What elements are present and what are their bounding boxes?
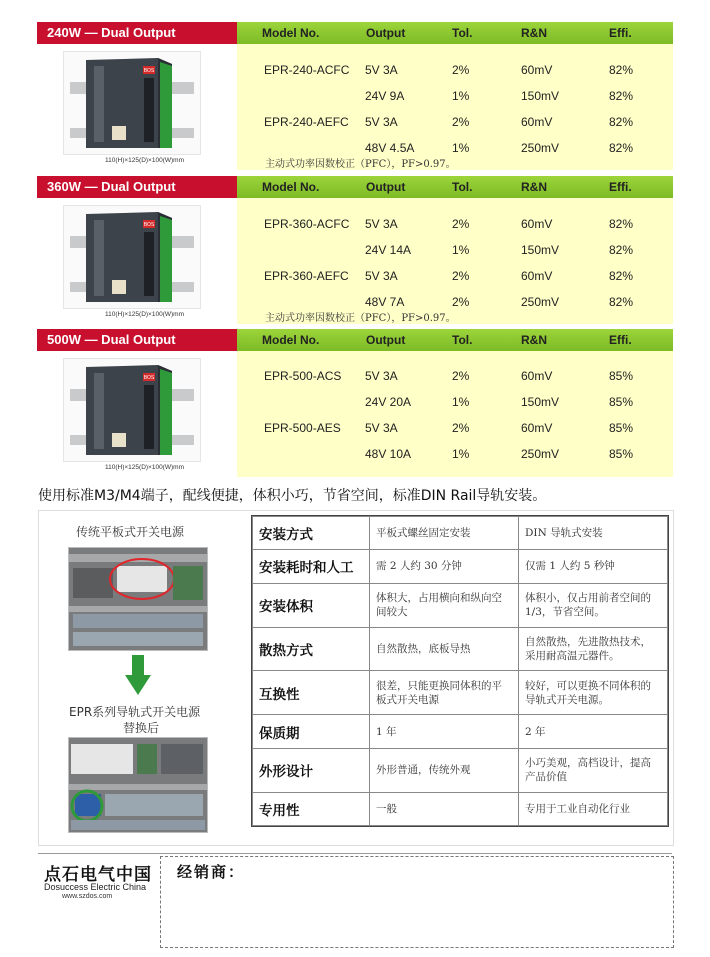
- output-cell: 24V 14A: [365, 243, 412, 257]
- model-cell: EPR-240-AEFC: [264, 115, 349, 129]
- product-image: [63, 358, 201, 462]
- model-cell: EPR-500-ACS: [264, 369, 342, 383]
- comparison-table: [251, 515, 669, 827]
- rn-cell: 250mV: [521, 295, 560, 309]
- epr-value: DIN 导轨式安装: [519, 517, 668, 550]
- epr-value: 较好，可以更换不同体积的导轨式开关电源。: [519, 671, 668, 715]
- effi-cell: 82%: [609, 115, 634, 129]
- traditional-value: 很差，只能更换同体积的平板式开关电源: [370, 671, 519, 715]
- effi-cell: 82%: [609, 63, 634, 77]
- down-arrow-icon: [125, 655, 151, 695]
- column-headers: [237, 22, 673, 44]
- table-row: [253, 627, 668, 671]
- output-cell: 5V 3A: [365, 369, 398, 383]
- tol-cell: 2%: [452, 369, 470, 383]
- table-row: [253, 550, 668, 583]
- effi-cell: 82%: [609, 243, 634, 257]
- col-tol: Tol.: [452, 180, 473, 194]
- footer-divider: [38, 853, 672, 854]
- col-model: Model No.: [262, 26, 320, 40]
- output-cell: 5V 3A: [365, 63, 398, 77]
- svg-text:BOS: BOS: [143, 222, 155, 228]
- col-effi: Effi.: [609, 333, 632, 347]
- svg-text:BOS: BOS: [143, 68, 155, 74]
- product-image: [63, 51, 201, 155]
- epr-value: 2 年: [519, 715, 668, 748]
- epr-value: 自然散热，先进散热技术，采用耐高温元器件。: [519, 627, 668, 671]
- output-cell: 5V 3A: [365, 217, 398, 231]
- tol-cell: 2%: [452, 269, 470, 283]
- rn-cell: 150mV: [521, 89, 560, 103]
- column-headers: [237, 176, 673, 198]
- traditional-value: 1 年: [370, 715, 519, 748]
- model-cell: EPR-360-AEFC: [264, 269, 349, 283]
- tol-cell: 2%: [452, 295, 470, 309]
- col-effi: Effi.: [609, 26, 632, 40]
- rn-cell: 60mV: [521, 115, 553, 129]
- epr-value: 专用于工业自动化行业: [519, 792, 668, 825]
- company-url[interactable]: www.szdos.com: [62, 893, 113, 900]
- spec-section-360w: [37, 176, 673, 324]
- svg-text:BOS: BOS: [143, 375, 155, 381]
- row-key: 外形设计: [253, 748, 370, 792]
- row-key: 安装耗时和人工: [253, 550, 370, 583]
- col-tol: Tol.: [452, 333, 473, 347]
- effi-cell: 82%: [609, 89, 634, 103]
- comparison-panel: [38, 510, 674, 846]
- section-title: 500W — Dual Output: [37, 329, 237, 351]
- col-output: Output: [366, 26, 406, 40]
- usage-note: 使用标准M3/M4端子，配线便捷，体积小巧，节省空间，标准DIN Rail导轨安装。: [38, 488, 547, 504]
- row-key: 散热方式: [253, 627, 370, 671]
- row-key: 专用性: [253, 792, 370, 825]
- output-cell: 48V 10A: [365, 447, 412, 461]
- col-rn: R&N: [521, 333, 547, 347]
- caption-traditional: 传统平板式开关电源: [76, 525, 185, 539]
- traditional-value: 一般: [370, 792, 519, 825]
- rn-cell: 60mV: [521, 63, 553, 77]
- dealer-label: 经销商：: [177, 863, 246, 881]
- epr-value: 仅需 1 人约 5 秒钟: [519, 550, 668, 583]
- effi-cell: 82%: [609, 141, 634, 155]
- effi-cell: 85%: [609, 395, 634, 409]
- product-image: [63, 205, 201, 309]
- tol-cell: 1%: [452, 89, 470, 103]
- output-cell: 24V 9A: [365, 89, 405, 103]
- epr-value: 小巧美观，高档设计，提高产品价值: [519, 748, 668, 792]
- pfc-note: 主动式功率因数校正（PFC），PF>0.97。: [265, 159, 456, 170]
- traditional-value: 外形普通，传统外观: [370, 748, 519, 792]
- output-cell: 5V 3A: [365, 269, 398, 283]
- table-row: [253, 583, 668, 627]
- photo-epr-panel: [68, 737, 208, 833]
- pfc-note: 主动式功率因数校正（PFC），PF>0.97。: [265, 313, 456, 324]
- table-row: [253, 748, 668, 792]
- output-cell: 5V 3A: [365, 115, 398, 129]
- effi-cell: 82%: [609, 217, 634, 231]
- col-tol: Tol.: [452, 26, 473, 40]
- output-cell: 48V 7A: [365, 295, 405, 309]
- traditional-value: 体积大，占用横向和纵向空间较大: [370, 583, 519, 627]
- tol-cell: 1%: [452, 447, 470, 461]
- section-header: [37, 176, 673, 198]
- table-row: [253, 792, 668, 825]
- col-rn: R&N: [521, 26, 547, 40]
- effi-cell: 82%: [609, 295, 634, 309]
- section-header: [37, 329, 673, 351]
- traditional-value: 自然散热，底板导热: [370, 627, 519, 671]
- company-logo: 点石电气中国: [44, 865, 152, 884]
- rn-cell: 250mV: [521, 447, 560, 461]
- row-key: 互换性: [253, 671, 370, 715]
- col-effi: Effi.: [609, 180, 632, 194]
- rn-cell: 250mV: [521, 141, 560, 155]
- table-row: [253, 517, 668, 550]
- rn-cell: 150mV: [521, 395, 560, 409]
- effi-cell: 85%: [609, 447, 634, 461]
- effi-cell: 82%: [609, 269, 634, 283]
- col-model: Model No.: [262, 333, 320, 347]
- rn-cell: 60mV: [521, 421, 553, 435]
- output-cell: 48V 4.5A: [365, 141, 415, 155]
- dealer-box: [160, 856, 674, 948]
- spec-section-240w: [37, 22, 673, 170]
- rn-cell: 60mV: [521, 369, 553, 383]
- caption-epr-series: EPR系列导轨式开关电源: [69, 705, 201, 719]
- effi-cell: 85%: [609, 369, 634, 383]
- col-output: Output: [366, 333, 406, 347]
- row-key: 安装方式: [253, 517, 370, 550]
- photo-traditional-panel: [68, 547, 208, 651]
- traditional-value: 平板式螺丝固定安装: [370, 517, 519, 550]
- model-cell: EPR-360-ACFC: [264, 217, 350, 231]
- tol-cell: 2%: [452, 63, 470, 77]
- product-dimensions: 110(H)×125(D)×100(W)mm: [105, 157, 184, 164]
- epr-value: 体积小，仅占用前者空间的 1/3，节省空间。: [519, 583, 668, 627]
- model-cell: EPR-240-ACFC: [264, 63, 350, 77]
- row-key: 保质期: [253, 715, 370, 748]
- tol-cell: 1%: [452, 243, 470, 257]
- section-title: 240W — Dual Output: [37, 22, 237, 44]
- tol-cell: 1%: [452, 395, 470, 409]
- col-output: Output: [366, 180, 406, 194]
- table-row: [253, 671, 668, 715]
- company-name-en: Dosuccess Electric China: [44, 882, 147, 892]
- caption-after: 替换后: [123, 721, 160, 735]
- table-row: [253, 715, 668, 748]
- output-cell: 24V 20A: [365, 395, 412, 409]
- spec-section-500w: [37, 329, 673, 477]
- effi-cell: 85%: [609, 421, 634, 435]
- traditional-value: 需 2 人约 30 分钟: [370, 550, 519, 583]
- col-rn: R&N: [521, 180, 547, 194]
- tol-cell: 1%: [452, 141, 470, 155]
- rn-cell: 60mV: [521, 269, 553, 283]
- rn-cell: 60mV: [521, 217, 553, 231]
- column-headers: [237, 329, 673, 351]
- output-cell: 5V 3A: [365, 421, 398, 435]
- model-cell: EPR-500-AES: [264, 421, 341, 435]
- section-title: 360W — Dual Output: [37, 176, 237, 198]
- rn-cell: 150mV: [521, 243, 560, 257]
- tol-cell: 2%: [452, 421, 470, 435]
- tol-cell: 2%: [452, 217, 470, 231]
- tol-cell: 2%: [452, 115, 470, 129]
- product-dimensions: 110(H)×125(D)×100(W)mm: [105, 464, 184, 471]
- col-model: Model No.: [262, 180, 320, 194]
- row-key: 安装体积: [253, 583, 370, 627]
- product-dimensions: 110(H)×125(D)×100(W)mm: [105, 311, 184, 318]
- section-header: [37, 22, 673, 44]
